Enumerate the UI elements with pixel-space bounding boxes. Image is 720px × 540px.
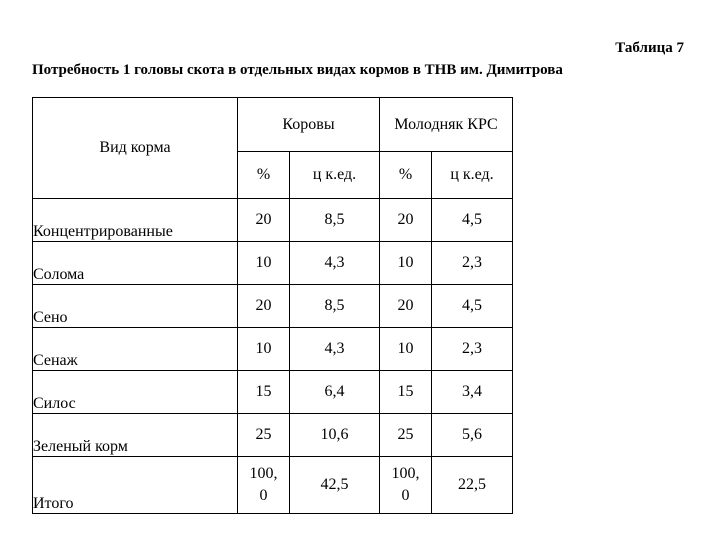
feed-type-cell: Зеленый корм bbox=[33, 414, 238, 457]
value-cell: 20 bbox=[238, 199, 290, 242]
value-cell: 3,4 bbox=[432, 371, 513, 414]
value-cell: 100, 0 bbox=[238, 457, 290, 514]
subheader-feed-units: ц к.ед. bbox=[432, 152, 513, 199]
table-title: Потребность 1 головы скота в отдельных видах кормов в ТНВ им. Димитрова bbox=[32, 62, 563, 78]
table-row bbox=[33, 457, 513, 514]
table-row bbox=[33, 371, 513, 414]
value-cell: 10 bbox=[380, 328, 432, 371]
value-cell: 4,3 bbox=[290, 242, 380, 285]
feed-type-cell: Силос bbox=[33, 371, 238, 414]
value-cell: 100, 0 bbox=[380, 457, 432, 514]
column-group-cows: Коровы bbox=[238, 98, 380, 152]
value-cell: 5,6 bbox=[432, 414, 513, 457]
value-cell: 8,5 bbox=[290, 285, 380, 328]
value-cell: 2,3 bbox=[432, 242, 513, 285]
feed-type-cell: Концентрированные bbox=[33, 199, 238, 242]
value-cell: 20 bbox=[380, 285, 432, 328]
feed-type-cell: Сенаж bbox=[33, 328, 238, 371]
subheader-percent: % bbox=[380, 152, 432, 199]
value-cell: 4,3 bbox=[290, 328, 380, 371]
subheader-feed-units: ц к.ед. bbox=[290, 152, 380, 199]
value-cell: 22,5 bbox=[432, 457, 513, 514]
column-header-feed-type: Вид корма bbox=[33, 98, 238, 199]
subheader-percent: % bbox=[238, 152, 290, 199]
value-cell: 42,5 bbox=[290, 457, 380, 514]
table-body bbox=[33, 199, 513, 514]
table-row bbox=[33, 285, 513, 328]
table-number-label: Таблица 7 bbox=[615, 40, 684, 56]
feed-type-cell: Солома bbox=[33, 242, 238, 285]
value-cell: 25 bbox=[238, 414, 290, 457]
value-cell: 20 bbox=[238, 285, 290, 328]
table-row bbox=[33, 328, 513, 371]
value-cell: 8,5 bbox=[290, 199, 380, 242]
value-cell: 15 bbox=[238, 371, 290, 414]
value-cell: 25 bbox=[380, 414, 432, 457]
table-row bbox=[33, 199, 513, 242]
value-cell: 10 bbox=[238, 328, 290, 371]
value-cell: 2,3 bbox=[432, 328, 513, 371]
value-cell: 10 bbox=[238, 242, 290, 285]
value-cell: 15 bbox=[380, 371, 432, 414]
table-row bbox=[33, 414, 513, 457]
feed-type-cell: Сено bbox=[33, 285, 238, 328]
value-cell: 20 bbox=[380, 199, 432, 242]
table-row bbox=[33, 242, 513, 285]
feed-requirement-table bbox=[32, 97, 513, 514]
value-cell: 10 bbox=[380, 242, 432, 285]
value-cell: 6,4 bbox=[290, 371, 380, 414]
column-group-young-cattle: Молодняк КРС bbox=[380, 98, 513, 152]
value-cell: 4,5 bbox=[432, 199, 513, 242]
feed-type-cell: Итого bbox=[33, 457, 238, 514]
value-cell: 10,6 bbox=[290, 414, 380, 457]
value-cell: 4,5 bbox=[432, 285, 513, 328]
